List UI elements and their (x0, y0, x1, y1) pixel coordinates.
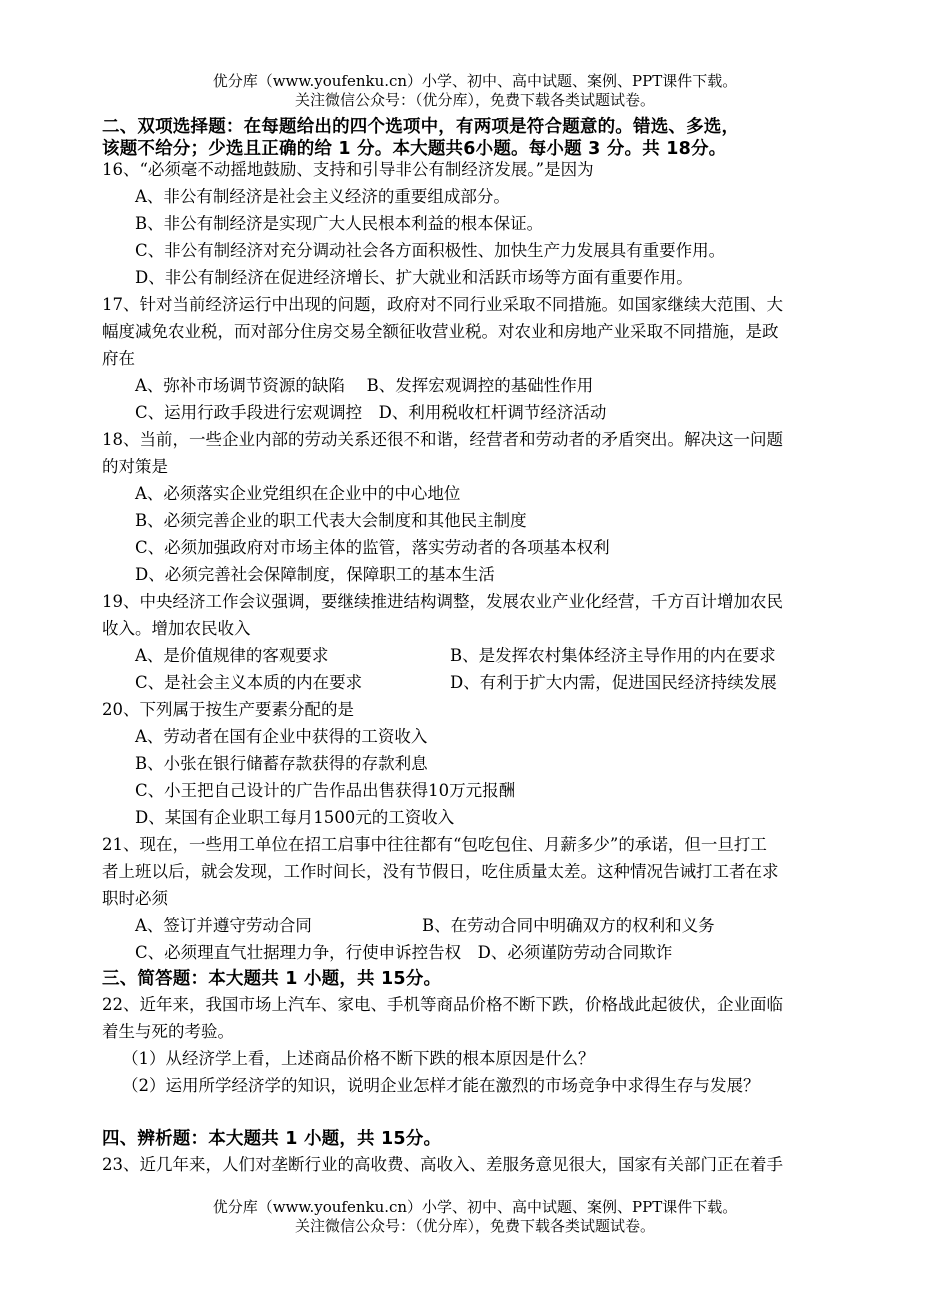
question-17-options-cd: C、运用行政手段进行宏观调控 D、利用税收杠杆调节经济活动 (135, 403, 607, 422)
question-23-stem-line-1: 23、近几年来，人们对垄断行业的高收费、高收入、差服务意见很大，国家有关部门正在着手 (102, 1155, 783, 1174)
section-4-heading: 四、辨析题：本大题共 1 小题，共 15分。 (102, 1129, 442, 1149)
question-20-option-d: D、某国有企业职工每月1500元的工资收入 (135, 808, 455, 827)
footer-line-2: 关注微信公众号：（优分库），免费下载各类试题试卷。 (294, 1217, 655, 1235)
question-19-option-b: B、是发挥农村集体经济主导作用的内在要求 (450, 646, 776, 665)
page-footer (0, 1198, 950, 1236)
section-2-heading-line-2: 该题不给分；少选且正确的给 1 分。本大题共6小题。每小题 3 分。共 18分。 (102, 139, 727, 159)
question-16-stem: 16、“必须毫不动摇地鼓励、支持和引导非公有制经济发展。”是因为 (102, 160, 594, 179)
question-17-stem-line-1: 17、针对当前经济运行中出现的问题，政府对不同行业采取不同措施。如国家继续大范围、大 (102, 295, 783, 314)
question-18-stem-line-1: 18、当前，一些企业内部的劳动关系还很不和谐，经营者和劳动者的矛盾突出。解决这一问题 (102, 430, 783, 449)
question-18-option-a: A、必须落实企业党组织在企业中的中心地位 (135, 484, 461, 503)
question-22-stem-line-2: 着生与死的考验。 (102, 1022, 234, 1041)
page-header (0, 72, 950, 110)
question-16-option-d: D、非公有制经济在促进经济增长、扩大就业和活跃市场等方面有重要作用。 (135, 268, 693, 287)
question-21-options-cd: C、必须理直气壮据理力争，行使申诉控告权 D、必须谨防劳动合同欺诈 (135, 943, 673, 962)
question-19-stem-line-1: 19、中央经济工作会议强调，要继续推进结构调整，发展农业产业化经营，千方百计增加农民 (102, 592, 783, 611)
section-3-heading: 三、简答题：本大题共 1 小题，共 15分。 (102, 969, 442, 989)
question-16-option-a: A、非公有制经济是社会主义经济的重要组成部分。 (135, 187, 510, 206)
question-21-stem-line-1: 21、现在，一些用工单位在招工启事中往往都有“包吃包住、月薪多少”的承诺，但一旦打工 (102, 835, 767, 854)
question-21-option-a: A、签订并遵守劳动合同 (135, 916, 312, 935)
question-20-option-a: A、劳动者在国有企业中获得的工资收入 (135, 727, 428, 746)
question-20-option-c: C、小王把自己设计的广告作品出售获得10万元报酬 (135, 781, 516, 800)
header-line-1: 优分库（www.youfenku.cn）小学、初中、高中试题、案例、PPT课件下载。 (212, 72, 738, 90)
question-18-option-c: C、必须加强政府对市场主体的监管，落实劳动者的各项基本权利 (135, 538, 610, 557)
question-18-option-d: D、必须完善社会保障制度，保障职工的基本生活 (135, 565, 495, 584)
question-16-option-b: B、非公有制经济是实现广大人民根本利益的根本保证。 (135, 214, 544, 233)
question-19-stem-line-2: 收入。增加农民收入 (102, 619, 251, 638)
header-line-2: 关注微信公众号：（优分库），免费下载各类试题试卷。 (294, 91, 655, 109)
question-19-option-a: A、是价值规律的客观要求 (135, 646, 329, 665)
question-17-options-ab: A、弥补市场调节资源的缺陷 B、发挥宏观调控的基础性作用 (135, 376, 594, 395)
question-19-option-d: D、有利于扩大内需，促进国民经济持续发展 (450, 673, 777, 692)
section-2-heading-line-1: 二、双项选择题：在每题给出的四个选项中，有两项是符合题意的。错选、多选， (102, 117, 740, 137)
question-21-stem-line-2: 者上班以后，就会发现，工作时间长，没有节假日，吃住质量太差。这种情况告诫打工者在求 (102, 862, 779, 881)
question-20-stem: 20、下列属于按生产要素分配的是 (102, 700, 354, 719)
question-17-stem-line-3: 府在 (102, 349, 135, 368)
question-18-option-b: B、必须完善企业的职工代表大会制度和其他民主制度 (135, 511, 527, 530)
question-22-subquestion-2: （2）运用所学经济学的知识，说明企业怎样才能在激烈的市场竞争中求得生存与发展？ (122, 1076, 760, 1095)
question-21-option-b: B、在劳动合同中明确双方的权利和义务 (422, 916, 715, 935)
question-22-subquestion-1: （1）从经济学上看，上述商品价格不断下跌的根本原因是什么？ (122, 1049, 595, 1068)
question-21-stem-line-3: 职时必须 (102, 889, 168, 908)
question-20-option-b: B、小张在银行储蓄存款获得的存款利息 (135, 754, 428, 773)
question-17-stem-line-2: 幅度减免农业税，而对部分住房交易全额征收营业税。对农业和房地产业采取不同措施，是政 (102, 322, 779, 341)
question-22-stem-line-1: 22、近年来，我国市场上汽车、家电、手机等商品价格不断下跌，价格战此起彼伏，企业面临 (102, 995, 783, 1014)
question-19-option-c: C、是社会主义本质的内在要求 (135, 673, 363, 692)
question-16-option-c: C、非公有制经济对充分调动社会各方面积极性、加快生产力发展具有重要作用。 (135, 241, 726, 260)
footer-line-1: 优分库（www.youfenku.cn）小学、初中、高中试题、案例、PPT课件下载。 (212, 1198, 738, 1216)
question-18-stem-line-2: 的对策是 (102, 457, 168, 476)
